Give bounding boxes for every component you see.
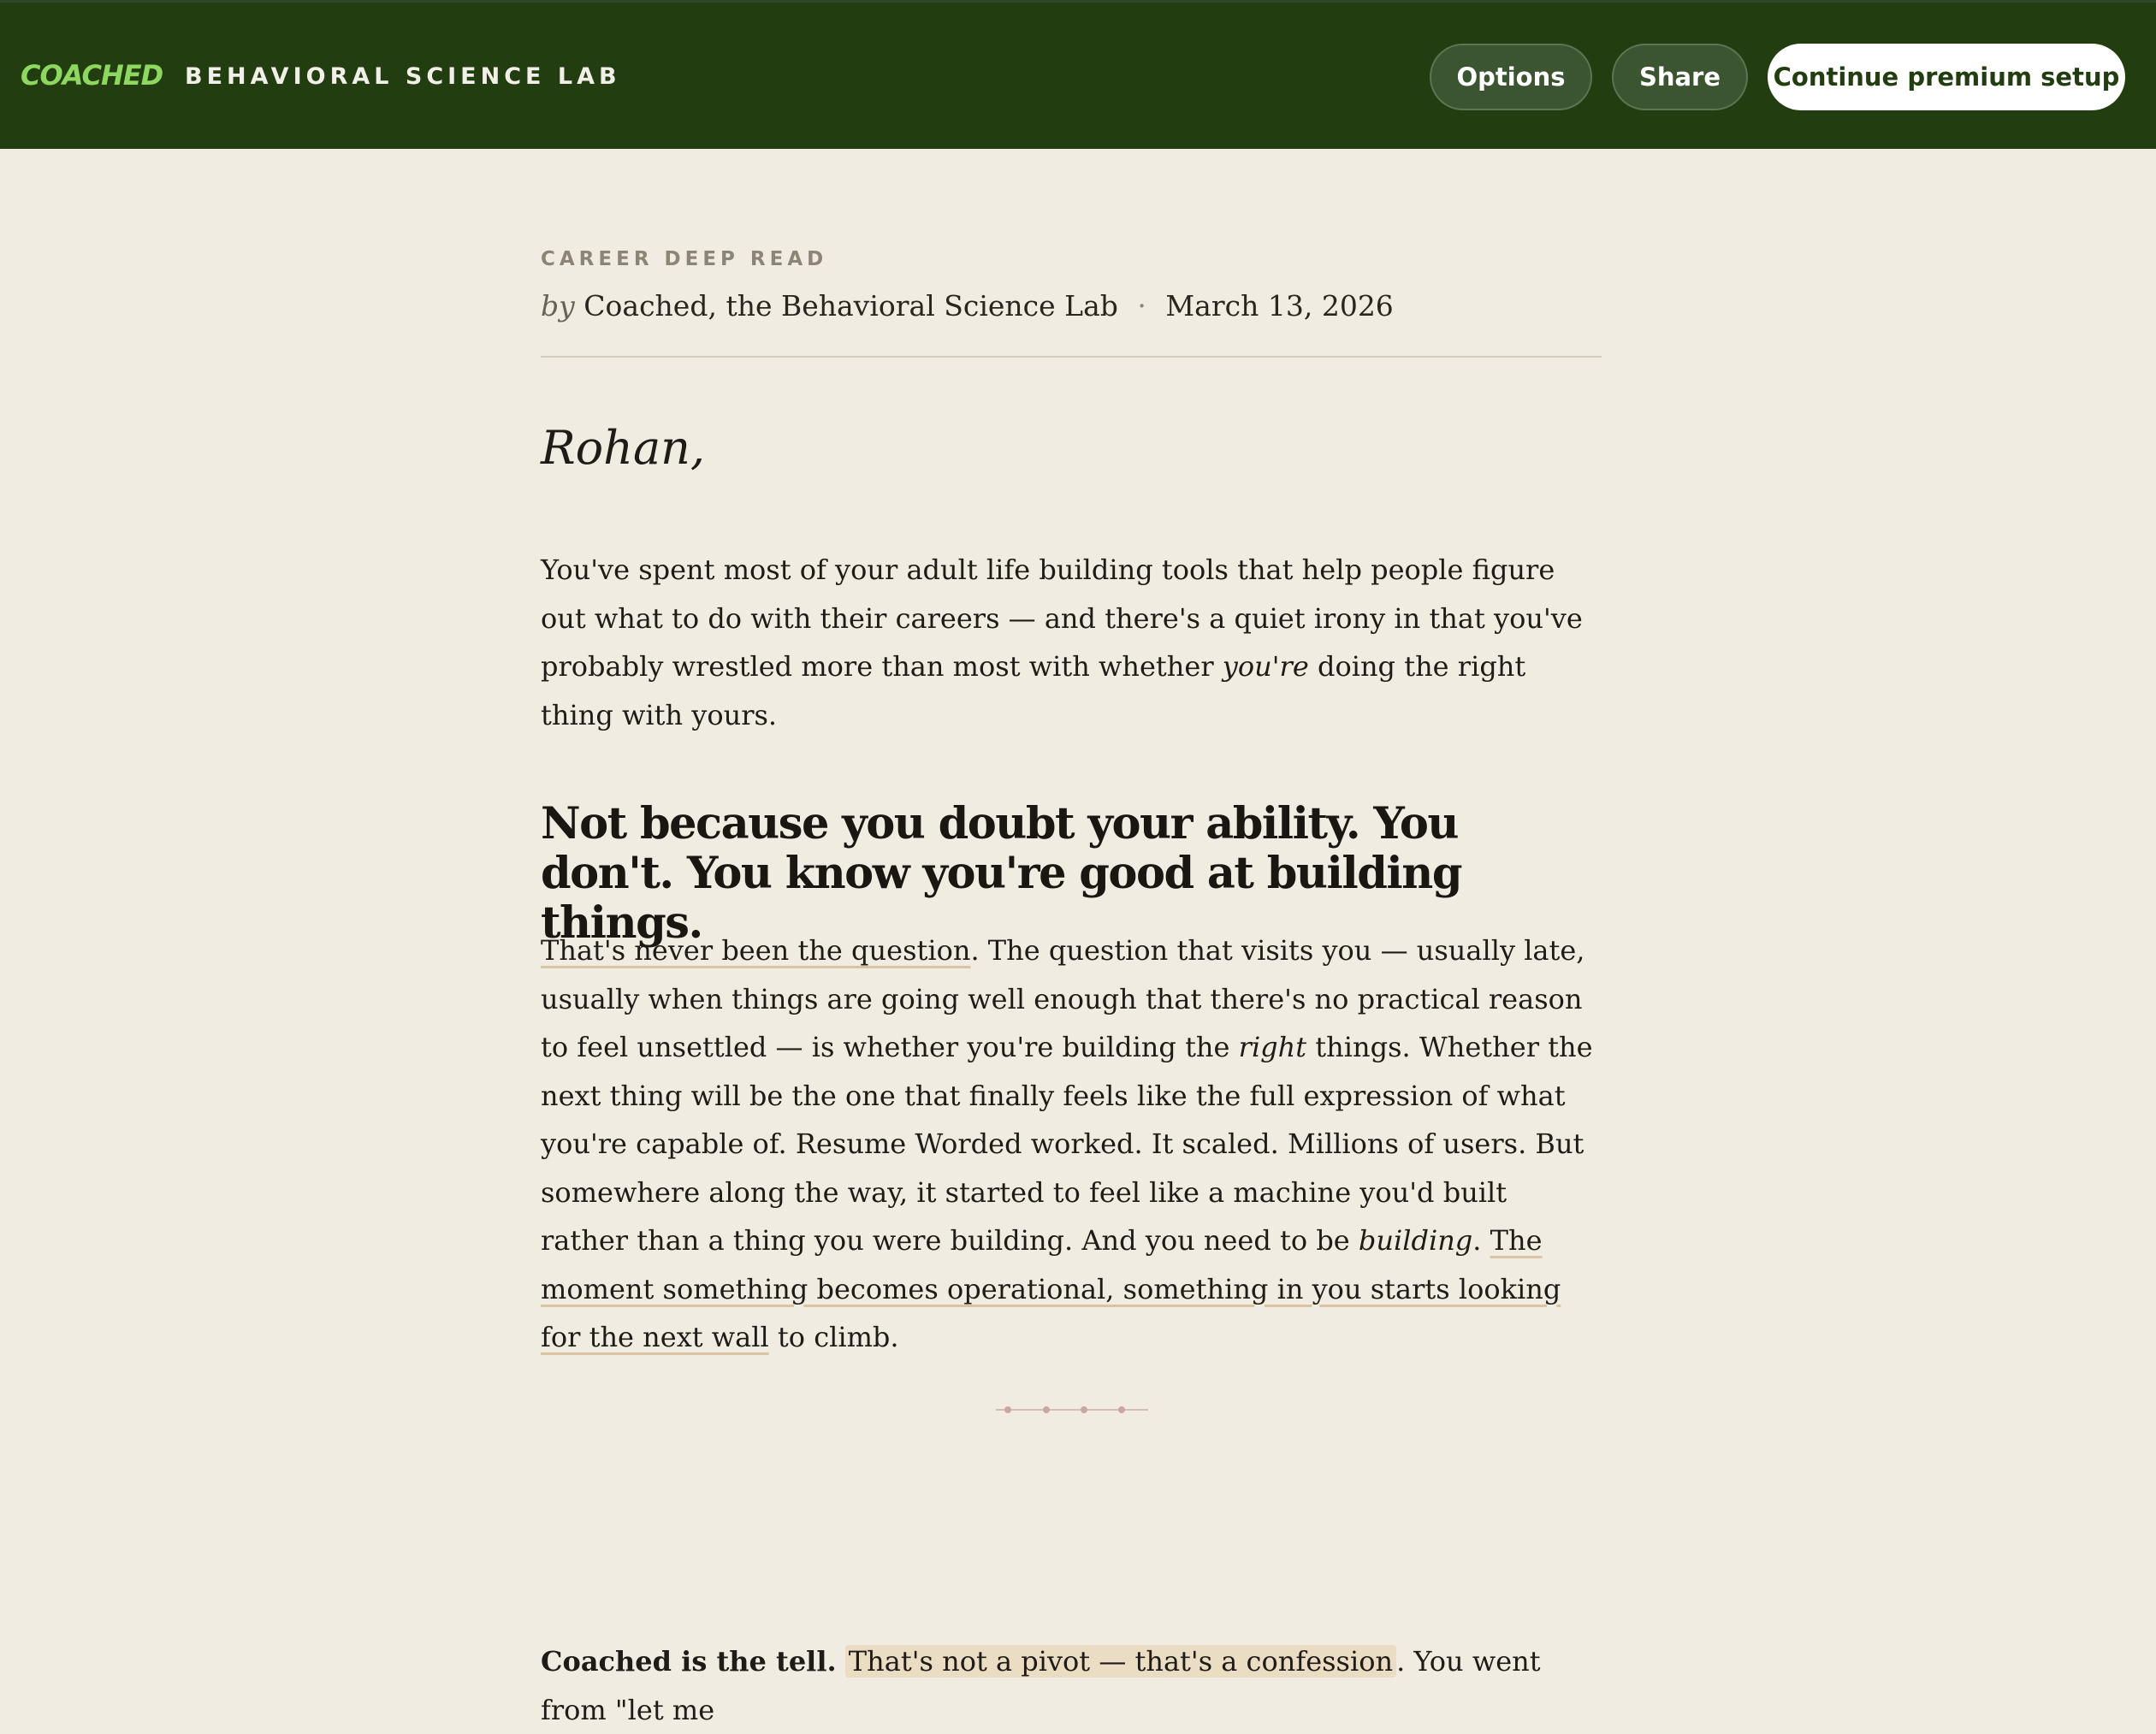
- tell-lead: Coached is the tell.: [541, 1645, 837, 1678]
- top-header: [0, 0, 2156, 149]
- divider-dot: [1081, 1406, 1087, 1413]
- intro-paragraph: [541, 546, 1602, 739]
- tell-paragraph: [541, 1637, 1602, 1734]
- body-text-1: . The question that visits you — usually late, usually when things are going well enough that there's no practical reason to feel unsettled — is whether you're building the: [541, 934, 1585, 1063]
- divider-dot: [1004, 1406, 1011, 1413]
- section-headline: Not because you doubt your ability. You don't. You know you're good at building things.: [541, 798, 1462, 949]
- byline-date: March 13, 2026: [1165, 289, 1394, 323]
- byline-by: by: [541, 289, 575, 323]
- underlined-phrase[interactable]: That's never been the question: [541, 934, 971, 967]
- underlined-phrase-2[interactable]: The moment something becomes operational, something in you starts looking for the next wall: [541, 1224, 1561, 1353]
- divider-dot: [1043, 1406, 1050, 1413]
- tell-text: . You went from "let me: [541, 1645, 1541, 1726]
- continue-premium-setup-button[interactable]: Continue premium setup: [1768, 44, 2125, 110]
- byline-separator: ·: [1137, 289, 1146, 323]
- body-text-3: .: [1472, 1224, 1490, 1257]
- body-text-2: things. Whether the next thing will be the one that finally feels like the full expression of what you're capable of. Resume Worded worked. It scaled. Millions of users. But somewhere along the way, it started to feel like a machine you'd built rather than a thing you were building. And you need to be: [541, 1031, 1593, 1257]
- highlighted-phrase[interactable]: That's not a pivot — that's a confession: [845, 1645, 1396, 1678]
- body-text-4: to climb.: [768, 1321, 899, 1353]
- intro-text-end: doing the right thing with yours.: [541, 650, 1526, 731]
- body-paragraph: [541, 926, 1602, 1362]
- greeting: Rohan,: [541, 421, 706, 475]
- section-divider: [996, 1406, 1148, 1414]
- options-button[interactable]: Options: [1430, 44, 1592, 110]
- share-button[interactable]: Share: [1612, 44, 1748, 110]
- brand-logo[interactable]: COACHED: [21, 59, 163, 92]
- body-emphasis-building: building: [1358, 1224, 1473, 1257]
- header-divider: [541, 356, 1602, 358]
- byline: [541, 289, 1394, 323]
- body-emphasis-right: right: [1238, 1031, 1307, 1063]
- lab-title: BEHAVIORAL SCIENCE LAB: [185, 63, 621, 90]
- divider-line: [996, 1409, 1148, 1411]
- intro-emphasis: you're: [1222, 650, 1309, 683]
- byline-author: Coached, the Behavioral Science Lab: [583, 289, 1118, 323]
- article-eyebrow: CAREER DEEP READ: [541, 248, 828, 270]
- intro-text: You've spent most of your adult life building tools that help people figure out what to do with their careers — and there's a quiet irony in that you've probably wrestled more than most with whether: [541, 553, 1583, 683]
- divider-dot: [1118, 1406, 1125, 1413]
